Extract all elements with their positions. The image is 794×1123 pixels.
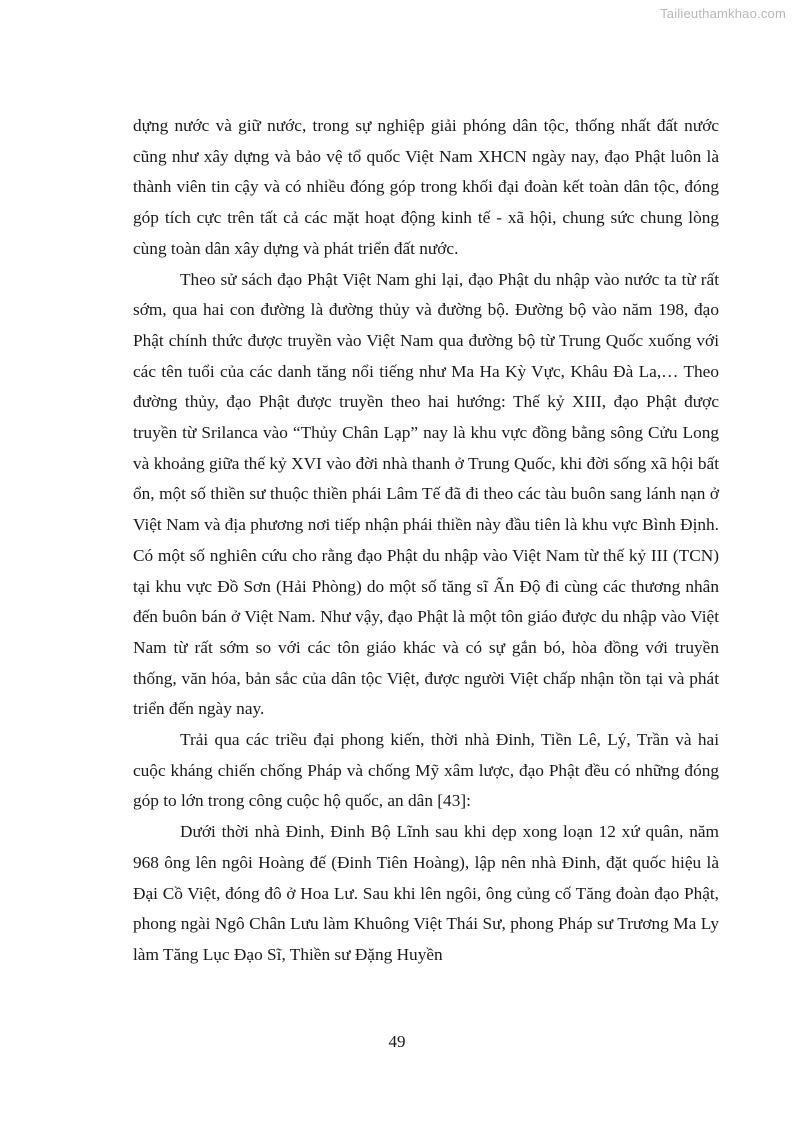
paragraph-4: Dưới thời nhà Đinh, Đinh Bộ Lĩnh sau khi dẹp xong loạn 12 xứ quân, năm 968 ông lên ngôi Hoàng đế (Đinh Tiên Hoàng), lập nên nhà Đinh, đặt quốc hiệu là Đại Cồ Việt, đóng đô ở Hoa Lư. Sau khi lên ngôi, ông củng cố Tăng đoàn đạo Phật, phong ngài Ngô Chân Lưu làm Khuông Việt Thái Sư, phong Pháp sư Trương Ma Ly làm Tăng Lục Đạo Sĩ, Thiền sư Đặng Huyền xyxy=(133,822,719,964)
watermark: Tailieuthamkhao.com xyxy=(660,6,786,21)
paragraph-2: Theo sử sách đạo Phật Việt Nam ghi lại, đạo Phật du nhập vào nước ta từ rất sớm, qua hai con đường là đường thủy và đường bộ. Đường bộ vào năm 198, đạo Phật chính thức được truyền vào Việt Nam qua đường bộ từ Trung Quốc xuống với các tên tuổi của các danh tăng nổi tiếng như Ma Ha Kỳ Vực, Khâu Đà La,… Theo đường thủy, đạo Phật được truyền theo hai hướng: Thế kỷ XIII, đạo Phật được truyền từ Srilanca vào “Thủy Chân Lạp” nay là khu vực đồng bằng sông Cửu Long và khoảng giữa thế kỷ XVI vào đời nhà thanh ở Trung Quốc, khi đời sống xã hội bất ổn, một số thiền sư thuộc thiền phái Lâm Tế đã đi theo các tàu buôn sang lánh nạn ở Việt Nam và địa phương nơi tiếp nhận phái thiền này đầu tiên là khu vực Bình Định. Có một số nghiên cứu cho rằng đạo Phật du nhập vào Việt Nam từ thế kỷ III (TCN) tại khu vực Đồ Sơn (Hải Phòng) do một số tăng sĩ Ấn Độ đi cùng các thương nhân đến buôn bán ở Việt Nam. Như vậy, đạo Phật là một tôn giáo được du nhập vào Việt Nam từ rất sớm so với các tôn giáo khác và có sự gắn bó, hòa đồng với truyền thống, văn hóa, bản sắc của dân tộc Việt, được người Việt chấp nhận tồn tại và phát triển đến ngày nay. xyxy=(133,269,719,719)
page-number: 49 xyxy=(388,1032,406,1051)
paragraph-3: Trải qua các triều đại phong kiến, thời nhà Đinh, Tiền Lê, Lý, Trần và hai cuộc kháng chiến chống Pháp và chống Mỹ xâm lược, đạo Phật đều có những đóng góp to lớn trong công cuộc hộ quốc, an dân [43]: xyxy=(133,730,719,811)
document-body xyxy=(133,111,719,971)
paragraph-1: dựng nước và giữ nước, trong sự nghiệp giải phóng dân tộc, thống nhất đất nước cũng như xây dựng và bảo vệ tổ quốc Việt Nam XHCN ngày nay, đạo Phật luôn là thành viên tin cậy và có nhiều đóng góp trong khối đại đoàn kết toàn dân tộc, đóng góp tích cực trên tất cả các mặt hoạt động kinh tế - xã hội, chung sức chung lòng cùng toàn dân xây dựng và phát triển đất nước. xyxy=(133,116,719,258)
